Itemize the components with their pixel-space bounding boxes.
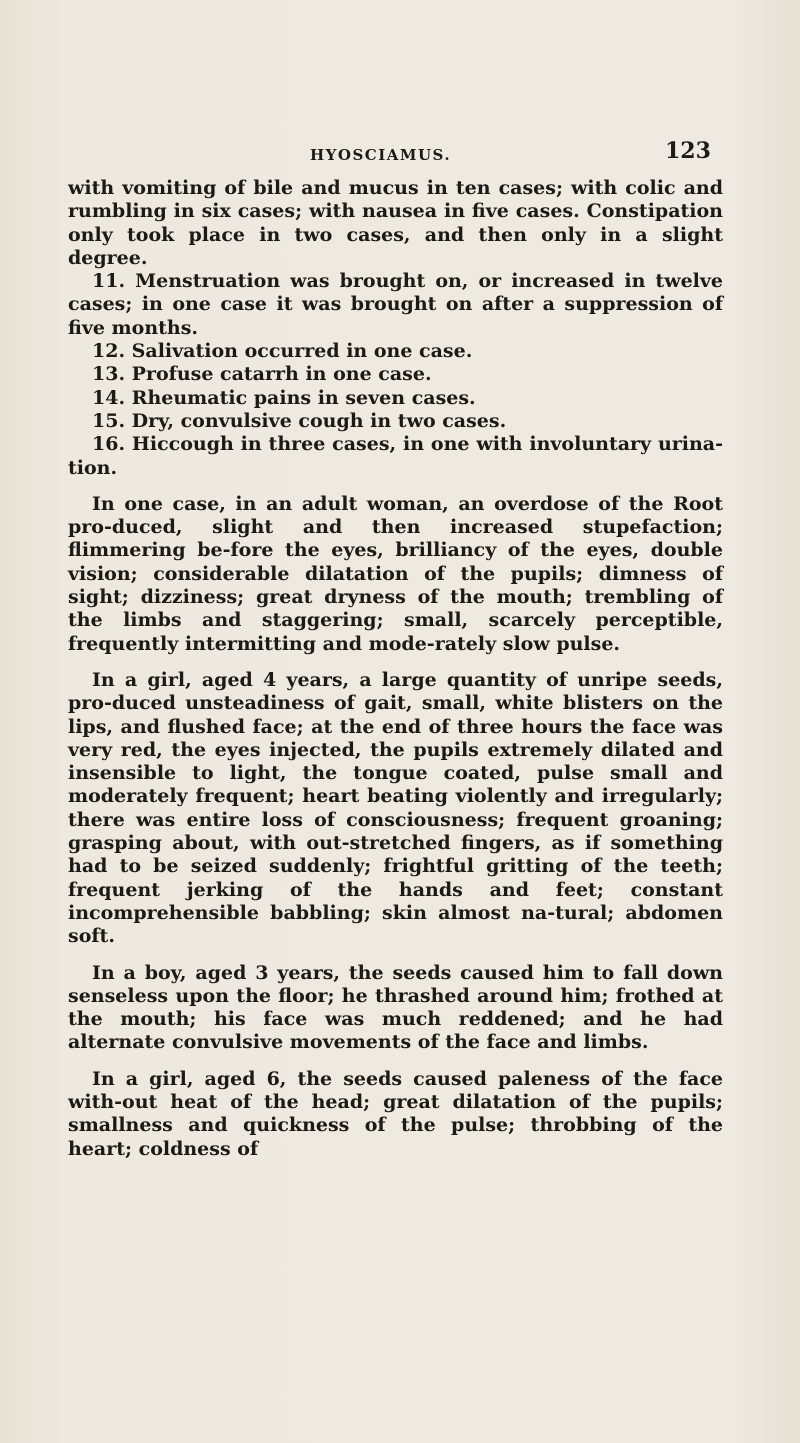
item-12: 12. Salivation occurred in one case. [92, 340, 473, 363]
paragraph-girl-aged-4: In a girl, aged 4 years, a large quantity of unripe seeds, pro-duced unsteadiness of gait, small, white blisters on the lips, and flushed face; at the end of three hours the face was very red, the eyes injected, the pupils extremely dilated and insensible to light, the tongue coated, pulse small and moderately frequent; heart beating violently and irregularly; there was entire loss of consciousness; frequent groaning; grasping about, with out-stretched fingers, as if something had to be seized suddenly; frightful gritting of the teeth; frequent jerking of the hands and feet; constant incomprehensible babbling; skin almost na-tural; abdomen soft. [68, 668, 723, 948]
item-11: 11. Menstruation was brought on, or increased in twelve cases; in one case it was brought on after a suppression of five months. [68, 270, 723, 339]
paragraph-continuation: with vomiting of bile and mucus in ten cases; with colic and rumbling in six cases; with nausea in five cases. Constipation only took place in two cases, and then only in a slight degree. [68, 177, 723, 269]
item-15: 15. Dry, convulsive cough in two cases. [92, 409, 507, 432]
running-head-title: HYOSCIAMUS. [310, 146, 452, 164]
running-head [0, 138, 800, 168]
paragraph-boy-aged-3: In a boy, aged 3 years, the seeds caused him to fall down senseless upon the floor; he thrashed around him; frothed at the mouth; his face was much reddened; and he had alternate convulsive movements of the face and limbs. [68, 961, 723, 1054]
item-16: 16. Hiccough in three cases, in one with involuntary urina-tion. [68, 433, 723, 479]
body-text [68, 177, 723, 1161]
paragraph-girl-aged-6: In a girl, aged 6, the seeds caused paleness of the face with-out heat of the head; great dilatation of the pupils; smallness and quickness of the pulse; throbbing of the heart; coldness of [68, 1067, 723, 1160]
item-14: 14. Rheumatic pains in seven cases. [92, 386, 476, 409]
paragraph-adult-woman: In one case, in an adult woman, an overdose of the Root pro-duced, slight and then increased stupefaction; flimmering be-fore the eyes, brilliancy of the eyes, double vision; considerable dilatation of the pupils; dimness of sight; dizziness; great dryness of the mouth; trembling of the limbs and staggering; small, scarcely perceptible, frequently intermitting and mode-rately slow pulse. [68, 492, 723, 655]
page-number: 123 [665, 138, 711, 164]
item-13: 13. Profuse catarrh in one case. [92, 363, 432, 386]
